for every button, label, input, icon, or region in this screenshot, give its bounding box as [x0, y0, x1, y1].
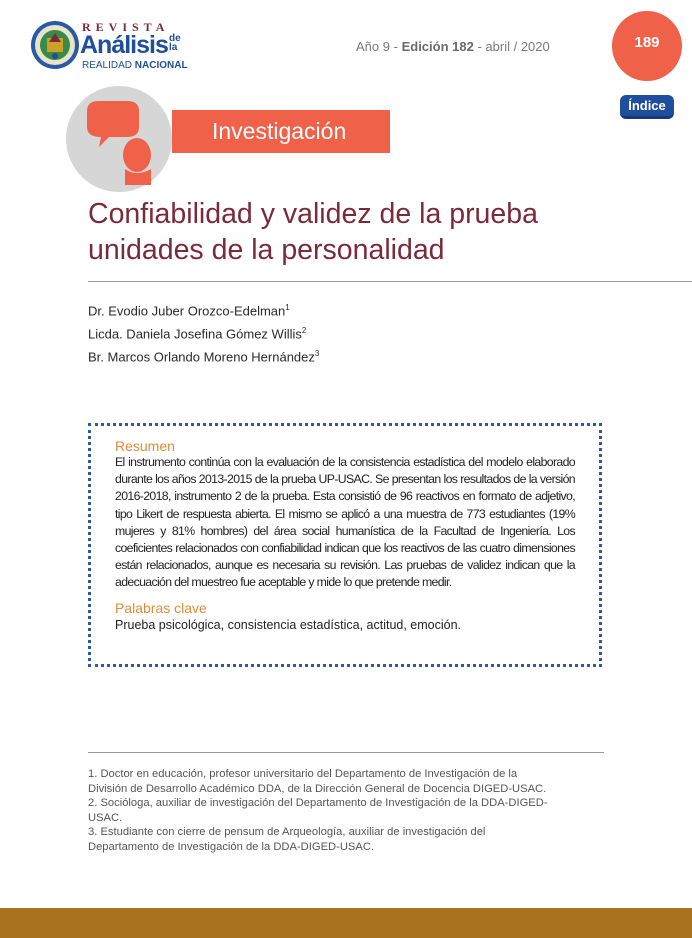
author-name: Licda. Daniela Josefina Gómez Willis: [88, 326, 302, 342]
section-label: Investigación: [212, 118, 347, 144]
title-divider: [88, 281, 692, 282]
article-title: [88, 196, 648, 268]
footnote-item: 1. Doctor en educación, profesor universitario del Departamento de Investigación de la División de Desarrollo Académico DDA, de la Dirección General de Docencia DIGED-USAC.: [88, 768, 547, 795]
footnote-divider: [88, 752, 604, 753]
author-list: [88, 299, 319, 368]
logo-dela-text: de la: [169, 33, 181, 53]
issue-separator: -: [393, 39, 398, 54]
issue-edition: Edición 182: [401, 39, 474, 54]
abstract-heading: Resumen: [115, 438, 175, 454]
issue-info: [356, 39, 550, 54]
footnote-item: 2. Socióloga, auxiliar de investigación del Departamento de Investigación de la DDA-DIGED-USAC.: [88, 797, 548, 824]
article-title-line: Confiabilidad y validez de la prueba: [88, 198, 538, 230]
abstract-box: [88, 423, 602, 667]
author-ref: 3: [314, 349, 320, 358]
university-seal-icon: [30, 20, 80, 70]
footnotes: [88, 767, 558, 855]
footnote-item: 3. Estudiante con cierre de pensum de Arqueología, auxiliar de investigación del Departamento de Investigación de la DDA-DIGED-USAC.: [88, 826, 486, 853]
author-item: [88, 299, 319, 322]
issue-separator: -: [477, 39, 482, 54]
logo-nacional-text: NACIONAL: [134, 60, 188, 71]
author-ref: 1: [285, 303, 290, 312]
keywords-body: Prueba psicológica, consistencia estadística, actitud, emoción.: [115, 617, 462, 632]
author-name: Br. Marcos Orlando Moreno Hernández: [88, 349, 315, 365]
author-ref: 2: [301, 326, 307, 335]
author-name: Dr. Evodio Juber Orozco-Edelman: [88, 303, 286, 319]
author-item: [88, 345, 319, 368]
speech-bubble-head-icon: [65, 85, 173, 193]
index-button[interactable]: Índice: [620, 95, 674, 119]
article-title-line: unidades de la personalidad: [88, 234, 445, 266]
logo-realidad-nacional: [82, 60, 188, 71]
logo-analisis-text: Análisis: [80, 31, 168, 59]
logo-revista-text: REVISTA: [82, 20, 170, 34]
author-item: [88, 322, 319, 345]
journal-logo: [30, 20, 200, 76]
keywords-heading: Palabras clave: [115, 599, 207, 616]
footer-band: [0, 908, 692, 938]
logo-realidad-text: REALIDAD: [82, 60, 133, 71]
issue-year: Año 9: [356, 39, 390, 54]
issue-date: abril / 2020: [485, 39, 550, 54]
abstract-body: El instrumento continúa con la evaluación de la consistencia estadística del modelo elaborado durante los años 2013-2015 de la prueba UP-USAC. Se presentan los resultados de la versión 2016-2018, instrumento 2 de la prueba. Esta consistió de 96 reactivos en formato de adjetivo, tipo Likert de respuesta abierta. El mismo se aplicó a una muestra de 773 estudiantes (19% mujeres y 81% hombres) del área social humanística de la Facultad de Ingeniería. Los coeficientes relacionados con confiabilidad indican que los reactivos de las cuatro dimensiones están relacionados, aunque es necesaria su revisión. Las pruebas de validez indican que la adecuación del muestreo fue aceptable y mide lo que pretende medir.: [115, 455, 575, 590]
page-number-badge: 189: [612, 11, 682, 81]
